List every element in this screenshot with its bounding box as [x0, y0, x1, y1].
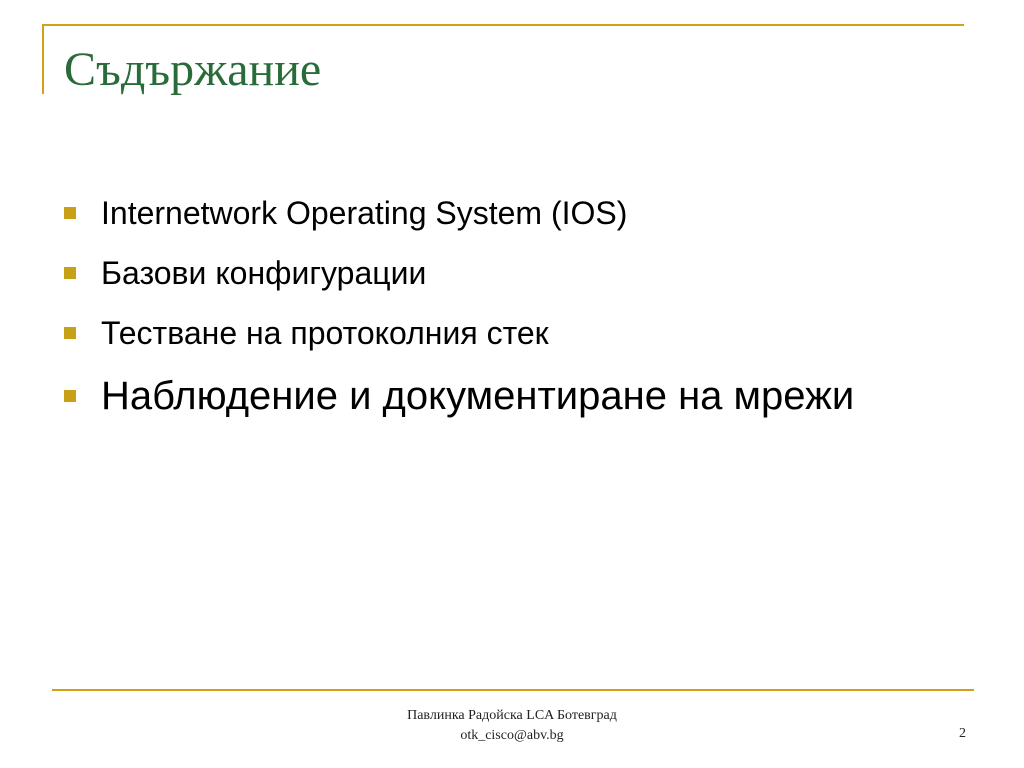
footer-author: Павлинка Радойска LCA Ботевград	[407, 708, 617, 723]
footer-credits	[312, 706, 712, 746]
footer-email: otk_cisco@abv.bg	[460, 728, 564, 743]
bullet-item	[64, 308, 944, 358]
bullet-item	[64, 188, 944, 238]
bullet-text: Тестване на протоколния стек	[101, 315, 549, 351]
bullet-text: Наблюдение и документиране на мрежи	[101, 374, 855, 418]
bullet-text: Internetwork Operating System (IOS)	[101, 195, 628, 231]
bullet-list	[64, 188, 944, 424]
square-bullet-icon	[64, 390, 76, 402]
footer-divider	[52, 689, 974, 691]
page-number: 2	[959, 726, 966, 741]
bullet-item	[64, 248, 944, 298]
square-bullet-icon	[64, 327, 76, 339]
bullet-item	[64, 368, 944, 424]
frame-left-line	[42, 24, 44, 94]
frame-top-line	[42, 24, 964, 26]
square-bullet-icon	[64, 207, 76, 219]
square-bullet-icon	[64, 267, 76, 279]
slide-title: Съдържание	[64, 43, 322, 96]
bullet-text: Базови конфигурации	[101, 255, 427, 291]
